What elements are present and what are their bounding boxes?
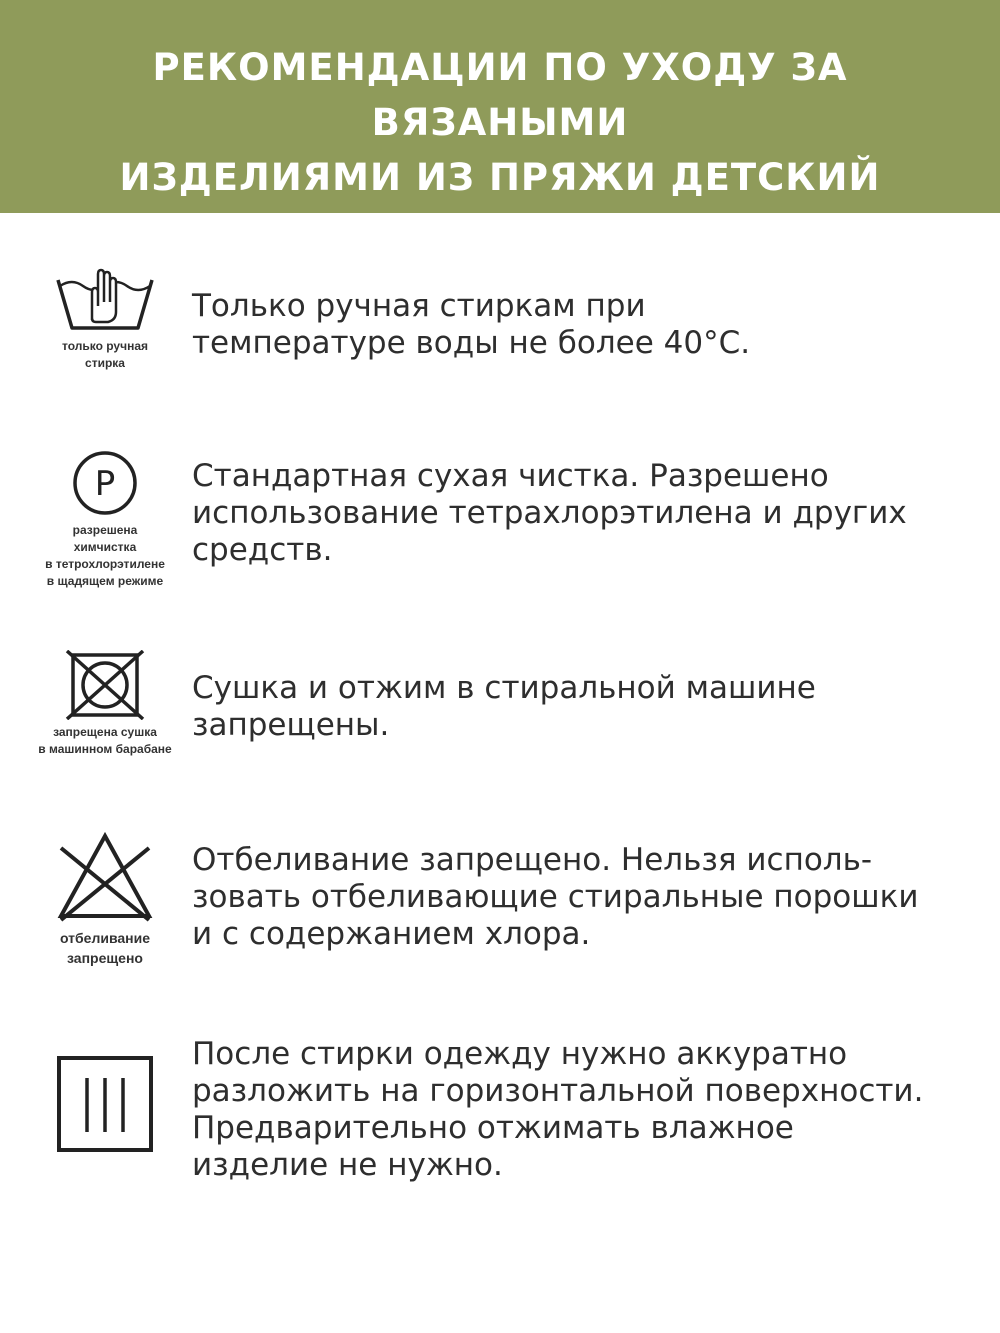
- icon-caption: только ручная стирка: [62, 339, 148, 370]
- hand-wash-icon: [50, 262, 160, 334]
- care-item-text: Отбеливание запрещено. Нельзя исполь- зовать отбеливающие стиральные порошки и с содержанием хлора.: [192, 842, 919, 952]
- icon-caption: запрещена сушка в машинном барабане: [38, 725, 172, 756]
- no-tumble-dry-icon: [63, 650, 147, 720]
- care-item-text: После стирки одежду нужно аккуратно разложить на горизонтальной поверхности. Предварительно отжимать влажное изделие не нужно.: [192, 1036, 924, 1183]
- page-title: РЕКОМЕНДАЦИИ ПО УХОДУ ЗА ВЯЗАНЫМИ ИЗДЕЛИЯМИ ИЗ ПРЯЖИ ДЕТСКИЙ ХЛОПОК: [119, 46, 881, 254]
- dry-flat-icon: [53, 1052, 157, 1156]
- svg-text:P: P: [94, 464, 116, 504]
- no-bleach-icon: [53, 828, 157, 924]
- header-banner: [0, 0, 1000, 254]
- care-item-text: Только ручная стиркам при температуре воды не более 40°С.: [192, 288, 751, 361]
- care-icon-block: [25, 262, 185, 372]
- icon-caption: разрешена химчистка в тетрохлорэтилене в щадящем режиме: [45, 523, 165, 588]
- care-icon-block: [25, 828, 185, 968]
- dry-clean-p-icon: [70, 448, 140, 518]
- care-icon-block: [25, 650, 185, 758]
- care-item-text: Стандартная сухая чистка. Разрешено использование тетрахлорэтилена и других средств.: [192, 458, 907, 568]
- icon-caption: отбеливание запрещено: [59, 930, 151, 966]
- care-icon-block: [25, 1052, 185, 1160]
- care-item-text: Сушка и отжим в стиральной машине запрещены.: [192, 670, 816, 743]
- care-icon-block: [25, 448, 185, 590]
